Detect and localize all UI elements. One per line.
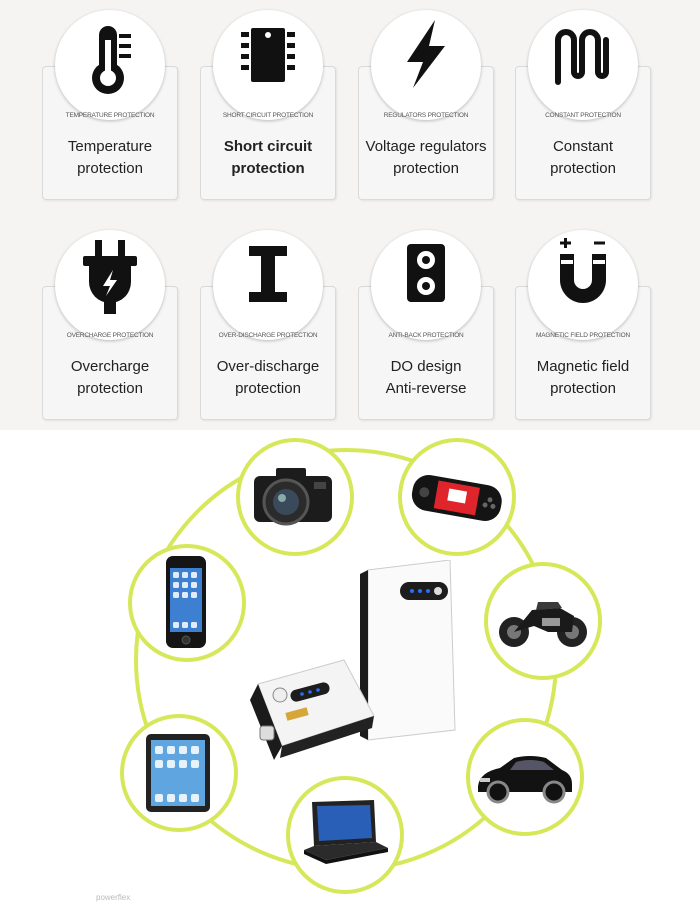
feature-title-line1: Magnetic field [536,358,630,375]
device-motorcycle [484,562,602,680]
feature-title-line1: Voltage regulators [365,138,487,155]
feature-title-line2: protection [231,160,305,177]
feature-title [515,356,651,400]
feature-caption: ANTI-BACK PROTECTION [388,332,464,339]
jump-starter-power-bank [240,560,480,770]
feature-title [42,136,178,180]
wave-icon [528,10,638,120]
feature-title-line2: protection [393,160,459,177]
device-car [466,718,584,836]
feature-icon-circle [371,230,481,340]
feature-title-line1: Over-discharge [216,358,320,375]
feature-caption: MAGNETIC FIELD PROTECTION [536,332,630,339]
tablet-icon [124,718,234,828]
feature-icon-circle [55,230,165,340]
device-tablet [120,714,238,832]
feature-title-line1: Short circuit [223,138,313,155]
feature-icon-circle [528,230,638,340]
magnet-icon [528,230,638,340]
car-icon [470,722,580,832]
motorcycle-icon [488,566,598,676]
device-game-console [398,438,516,556]
feature-icon-circle [55,10,165,120]
feature-icon-circle [528,10,638,120]
feature-caption: REGULATORS PROTECTION [383,112,469,119]
camera-icon [240,442,350,552]
feature-overcharge [42,230,178,430]
i-beam-icon [213,230,323,340]
feature-caption: SHORT CIRCUIT PROTECTION [222,112,314,119]
plug-icon [55,230,165,340]
device-smartphone [128,544,246,662]
feature-title [200,356,336,400]
lightning-icon [371,10,481,120]
feature-icon-circle [213,10,323,120]
feature-title-line1: DO design [390,358,462,375]
feature-title [42,356,178,400]
cassette-icon [371,230,481,340]
feature-title-line2: Anti-reverse [385,380,467,397]
feature-caption: OVER-DISCHARGE PROTECTION [218,332,318,339]
protection-features-panel [0,0,700,430]
feature-title [358,136,494,180]
feature-title-line1: Temperature [67,138,153,155]
chip-icon [213,10,323,120]
device-camera [236,438,354,556]
feature-title [515,136,651,180]
feature-over-discharge [200,230,336,430]
feature-temperature [42,10,178,210]
feature-voltage-regulators [358,10,494,210]
feature-magnetic-field [515,230,651,430]
feature-title-line1: Constant [552,138,614,155]
feature-title-line2: protection [235,380,301,397]
feature-title-line2: protection [77,380,143,397]
smartphone-icon [132,548,242,658]
game-console-icon [402,442,512,552]
feature-title [358,356,494,400]
feature-title-line2: protection [550,160,616,177]
footer-watermark: powerflex [96,893,131,902]
feature-anti-reverse [358,230,494,430]
feature-title [200,136,336,180]
feature-short-circuit [200,10,336,210]
feature-caption: TEMPERATURE PROTECTION [65,112,155,119]
device-laptop [286,776,404,894]
laptop-icon [290,780,400,890]
feature-title-line2: protection [550,380,616,397]
feature-caption: CONSTANT PROTECTION [545,112,621,119]
feature-title-line2: protection [77,160,143,177]
feature-icon-circle [213,230,323,340]
thermometer-icon [55,10,165,120]
feature-caption: OVERCHARGE PROTECTION [66,332,154,339]
feature-constant [515,10,651,210]
compatible-devices-panel [0,430,700,900]
feature-icon-circle [371,10,481,120]
feature-title-line1: Overcharge [70,358,150,375]
